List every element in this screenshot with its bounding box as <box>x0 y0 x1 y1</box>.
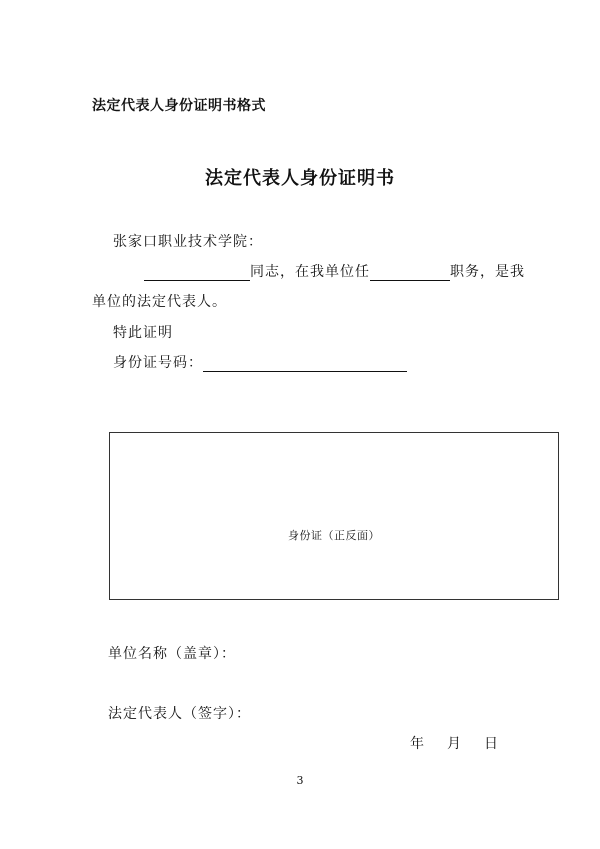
date-year: 年 <box>410 736 425 752</box>
id-number-blank[interactable] <box>203 355 407 372</box>
statement-line-1 <box>144 261 525 281</box>
id-card-box <box>109 432 559 600</box>
id-number-label: 身份证号码： <box>113 355 203 371</box>
page-number: 3 <box>296 774 304 787</box>
statement-text-a: 同志，在我单位任 <box>250 264 370 280</box>
name-blank[interactable] <box>144 264 250 281</box>
id-card-caption: 身份证（正反面） <box>288 529 380 542</box>
format-heading: 法定代表人身份证明书格式 <box>92 98 266 114</box>
position-blank[interactable] <box>370 264 450 281</box>
addressee: 张家口职业技术学院： <box>113 234 263 250</box>
date-line <box>410 733 499 753</box>
date-month: 月 <box>447 736 462 752</box>
legal-rep-label: 法定代表人（签字）： <box>108 706 251 722</box>
date-day: 日 <box>484 736 499 752</box>
statement-line-2: 单位的法定代表人。 <box>92 294 227 310</box>
id-number-line <box>113 352 407 372</box>
statement-text-b: 职务，是我 <box>450 264 525 280</box>
unit-name-label: 单位名称（盖章）： <box>108 646 236 662</box>
document-title: 法定代表人身份证明书 <box>205 168 395 189</box>
certify-text: 特此证明 <box>113 325 173 341</box>
